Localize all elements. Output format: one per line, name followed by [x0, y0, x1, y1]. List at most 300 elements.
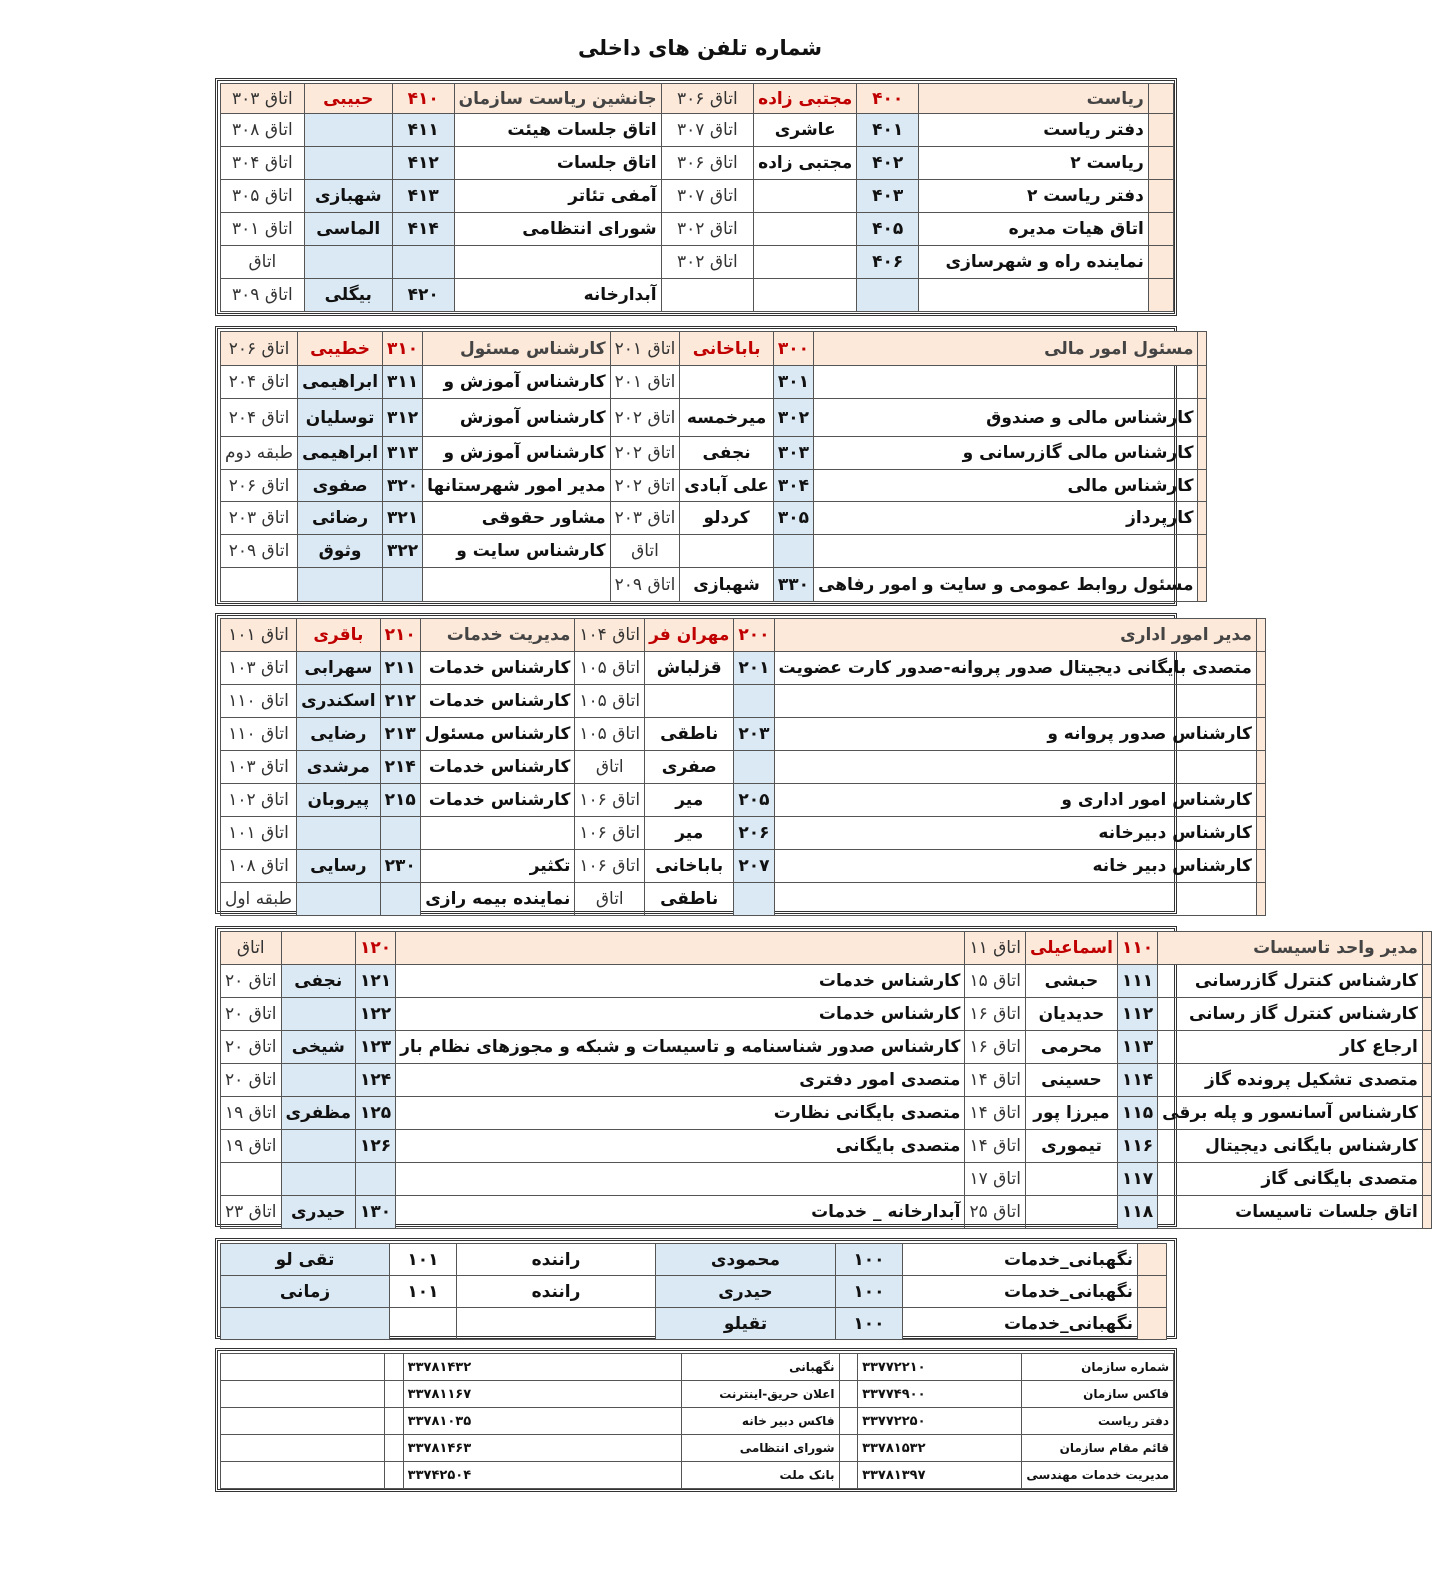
- room-label: اتاق ۱۰۶: [575, 850, 645, 883]
- extension-number: [857, 279, 919, 312]
- person-name: رضایی: [297, 718, 381, 751]
- extension-number: ۱۰۱: [390, 1276, 457, 1308]
- room-label: اتاق ۱۴: [965, 1130, 1026, 1163]
- side-stripe: [1138, 1308, 1167, 1340]
- extension-number: [390, 1308, 457, 1340]
- person-name: حیدری: [656, 1276, 836, 1308]
- spacer-cell: [839, 1408, 858, 1435]
- extension-number: ۱۲۲: [355, 998, 395, 1031]
- side-stripe: [1422, 932, 1431, 965]
- phone-number: ۳۳۷۸۱۴۶۳: [403, 1435, 682, 1462]
- directory-section: [215, 326, 1194, 606]
- side-stripe: [1256, 883, 1265, 916]
- extension-number: ۲۱۲: [380, 685, 420, 718]
- extension-number: ۱۲۵: [355, 1097, 395, 1130]
- room-label: اتاق ۲۰۹: [610, 568, 680, 602]
- guards-table: [220, 1243, 1167, 1340]
- room-label: اتاق: [610, 535, 680, 568]
- person-name: حدیدیان: [1025, 998, 1117, 1031]
- unit-title: دفتر ریاست ۲: [919, 180, 1149, 213]
- unit-title: کارشناس خدمات: [420, 652, 575, 685]
- phone-number: ۳۳۷۸۱۵۳۲: [858, 1435, 1022, 1462]
- empty-cell: [221, 1354, 385, 1381]
- empty-cell: [221, 1381, 385, 1408]
- extension-number: ۲۱۴: [380, 751, 420, 784]
- person-name: تیموری: [1025, 1130, 1117, 1163]
- person-name: حیدری: [281, 1196, 355, 1229]
- table-row: [221, 502, 1207, 535]
- side-stripe: [1256, 850, 1265, 883]
- side-stripe: [1422, 1064, 1431, 1097]
- person-name: میر: [645, 817, 734, 850]
- extension-number: ۱۱۵: [1117, 1097, 1157, 1130]
- extension-number: ۱۱۸: [1117, 1196, 1157, 1229]
- table-row: [221, 998, 1432, 1031]
- unit-title: شورای انتظامی: [454, 213, 661, 246]
- extension-number: ۳۰۵: [773, 502, 813, 535]
- unit-title: متصدی امور دفتری: [396, 1064, 965, 1097]
- room-label: اتاق ۱۴: [965, 1097, 1026, 1130]
- extension-number: [380, 817, 420, 850]
- person-name: قزلباش: [645, 652, 734, 685]
- person-name: [281, 1130, 355, 1163]
- room-label: اتاق: [221, 246, 305, 279]
- room-label: اتاق ۲۰۴: [221, 399, 298, 437]
- table-row: [221, 932, 1432, 965]
- phone-number: ۳۳۷۸۱۳۹۷: [858, 1462, 1022, 1489]
- room-label: [221, 1163, 282, 1196]
- unit-title: نماینده بیمه رازی: [420, 883, 575, 916]
- unit-title: اتاق جلسات تاسیسات: [1158, 1196, 1423, 1229]
- room-label: اتاق ۲۰: [221, 1064, 282, 1097]
- room-label: [221, 568, 298, 602]
- extension-number: ۲۱۳: [380, 718, 420, 751]
- unit-title: کارپرداز: [814, 502, 1198, 535]
- person-name: اسکندری: [297, 685, 381, 718]
- phone-number: ۳۳۷۷۲۲۵۰: [858, 1408, 1022, 1435]
- side-stripe: [1422, 1163, 1431, 1196]
- unit-title: [774, 883, 1256, 916]
- unit-title: کارشناس خدمات: [420, 784, 575, 817]
- directory-table: [220, 331, 1207, 602]
- unit-title: کارشناس آموزش و: [423, 437, 610, 470]
- room-label: اتاق ۲۳: [221, 1196, 282, 1229]
- extension-number: ۴۱۴: [392, 213, 454, 246]
- unit-title: [420, 817, 575, 850]
- unit-title: [919, 279, 1149, 312]
- person-name: ابراهیمی: [298, 366, 383, 399]
- unit-title: نگهبانی_خدمات: [903, 1276, 1138, 1308]
- person-name: صفری: [645, 751, 734, 784]
- person-name: [304, 114, 392, 147]
- table-row: [221, 1276, 1167, 1308]
- person-name: [281, 932, 355, 965]
- phone-number: ۳۳۷۸۱۰۳۵: [403, 1408, 682, 1435]
- unit-title: مدیریت خدمات: [420, 619, 575, 652]
- room-label: اتاق ۲۰: [221, 1031, 282, 1064]
- unit-title: کارشناس مالی و صندوق: [814, 399, 1198, 437]
- person-name: عاشری: [754, 114, 857, 147]
- spacer-cell: [385, 1354, 404, 1381]
- person-name: ناطقی: [645, 718, 734, 751]
- extension-number: ۴۰۰: [857, 84, 919, 114]
- room-label: اتاق ۱۰۳: [221, 751, 297, 784]
- room-label: اتاق ۲۰۱: [610, 366, 680, 399]
- unit-title: تکثیر: [420, 850, 575, 883]
- person-name: میرزا پور: [1025, 1097, 1117, 1130]
- side-stripe: [1138, 1276, 1167, 1308]
- spacer-cell: [385, 1408, 404, 1435]
- side-stripe: [1256, 619, 1265, 652]
- unit-title: [454, 246, 661, 279]
- unit-title: کارشناس مالی: [814, 470, 1198, 502]
- table-row: [221, 180, 1174, 213]
- phone-label: فاکس دبیر خانه: [682, 1408, 839, 1435]
- extension-number: [734, 685, 774, 718]
- spacer-cell: [385, 1435, 404, 1462]
- unit-title: کارشناس مسئول: [423, 332, 610, 366]
- extension-number: ۳۱۲: [383, 399, 423, 437]
- extension-number: ۱۱۲: [1117, 998, 1157, 1031]
- empty-cell: [221, 1435, 385, 1462]
- room-label: اتاق ۲۰: [221, 965, 282, 998]
- unit-title: اتاق جلسات: [454, 147, 661, 180]
- extension-number: ۳۳۰: [773, 568, 813, 602]
- room-label: اتاق ۱۱: [965, 932, 1026, 965]
- room-label: اتاق: [221, 932, 282, 965]
- unit-title: دفتر ریاست: [919, 114, 1149, 147]
- room-label: اتاق ۱۰۸: [221, 850, 297, 883]
- room-label: [661, 279, 754, 312]
- person-name: نجفی: [680, 437, 774, 470]
- table-row: [221, 619, 1266, 652]
- person-name: صفوی: [298, 470, 383, 502]
- spacer-cell: [385, 1381, 404, 1408]
- side-stripe: [1422, 1130, 1431, 1163]
- person-name: علی آبادی: [680, 470, 774, 502]
- table-row: [221, 751, 1266, 784]
- extension-number: ۲۰۶: [734, 817, 774, 850]
- extension-number: ۱۰۱: [390, 1244, 457, 1276]
- extension-number: ۱۱۷: [1117, 1163, 1157, 1196]
- table-row: [221, 568, 1207, 602]
- unit-title: راننده: [457, 1244, 656, 1276]
- phone-number: ۳۳۷۷۴۹۰۰: [858, 1381, 1022, 1408]
- unit-title: [396, 932, 965, 965]
- extension-number: ۳۲۲: [383, 535, 423, 568]
- table-row: [221, 437, 1207, 470]
- table-row: [221, 1097, 1432, 1130]
- extension-number: ۴۲۰: [392, 279, 454, 312]
- person-name: زمانی: [221, 1276, 390, 1308]
- side-stripe: [1256, 817, 1265, 850]
- person-name: ابراهیمی: [298, 437, 383, 470]
- empty-cell: [221, 1408, 385, 1435]
- guards-section: [215, 1238, 1177, 1339]
- person-name: [754, 180, 857, 213]
- table-row: [221, 213, 1174, 246]
- person-name: [754, 213, 857, 246]
- room-label: اتاق ۱۶: [965, 998, 1026, 1031]
- person-name: مظفری: [281, 1097, 355, 1130]
- extension-number: ۳۲۰: [383, 470, 423, 502]
- person-name: باقری: [297, 619, 381, 652]
- room-label: اتاق ۲۰: [221, 998, 282, 1031]
- phone-label: فاکس سازمان: [1022, 1381, 1174, 1408]
- phone-label: نگهبانی: [682, 1354, 839, 1381]
- person-name: میرخمسه: [680, 399, 774, 437]
- room-label: طبقه دوم: [221, 437, 298, 470]
- table-row: [221, 850, 1266, 883]
- person-name: [304, 147, 392, 180]
- room-label: اتاق ۳۰۶: [661, 147, 754, 180]
- side-stripe: [1422, 1196, 1431, 1229]
- directory-section: [215, 926, 1418, 1227]
- person-name: مرشدی: [297, 751, 381, 784]
- spacer-cell: [839, 1435, 858, 1462]
- room-label: اتاق ۱۰۵: [575, 685, 645, 718]
- extension-number: ۳۰۰: [773, 332, 813, 366]
- extension-number: ۲۰۳: [734, 718, 774, 751]
- room-label: اتاق ۱۰۲: [221, 784, 297, 817]
- room-label: اتاق ۲۰۳: [221, 502, 298, 535]
- external-numbers-section: [215, 1348, 1177, 1492]
- unit-title: نگهبانی_خدمات: [903, 1308, 1138, 1340]
- table-row: [221, 1381, 1174, 1408]
- extension-number: [773, 535, 813, 568]
- side-stripe: [1256, 784, 1265, 817]
- room-label: اتاق ۳۰۷: [661, 180, 754, 213]
- person-name: [298, 568, 383, 602]
- extension-number: ۴۱۳: [392, 180, 454, 213]
- person-name: [221, 1308, 390, 1340]
- unit-title: ریاست ۲: [919, 147, 1149, 180]
- unit-title: کارشناس خدمات: [396, 965, 965, 998]
- unit-title: آبدارخانه _ خدمات: [396, 1196, 965, 1229]
- phone-label: دفتر ریاست: [1022, 1408, 1174, 1435]
- extension-number: [392, 246, 454, 279]
- phone-label: مدیریت خدمات مهندسی: [1022, 1462, 1174, 1489]
- room-label: اتاق ۱۹: [221, 1130, 282, 1163]
- room-label: اتاق ۱۰۴: [575, 619, 645, 652]
- table-row: [221, 366, 1207, 399]
- person-name: شهبازی: [680, 568, 774, 602]
- directory-section: [215, 613, 1252, 914]
- empty-cell: [221, 1462, 385, 1489]
- person-name: میر: [645, 784, 734, 817]
- room-label: اتاق ۳۰۶: [661, 84, 754, 114]
- person-name: محمودی: [656, 1244, 836, 1276]
- extension-number: ۴۰۱: [857, 114, 919, 147]
- phone-label: اعلان حریق-اینترنت: [682, 1381, 839, 1408]
- unit-title: آبدارخانه: [454, 279, 661, 312]
- spacer-cell: [385, 1462, 404, 1489]
- unit-title: کارشناس خدمات: [420, 685, 575, 718]
- side-stripe: [1422, 1031, 1431, 1064]
- directory-table: [220, 931, 1432, 1229]
- extension-number: ۲۱۵: [380, 784, 420, 817]
- unit-title: نگهبانی_خدمات: [903, 1244, 1138, 1276]
- side-stripe: [1148, 279, 1173, 312]
- table-row: [221, 84, 1174, 114]
- person-name: حبشی: [1025, 965, 1117, 998]
- room-label: اتاق ۱۰۵: [575, 652, 645, 685]
- table-row: [221, 1435, 1174, 1462]
- table-row: [221, 1462, 1174, 1489]
- unit-title: ریاست: [919, 84, 1149, 114]
- extension-number: ۲۰۱: [734, 652, 774, 685]
- person-name: تقیلو: [656, 1308, 836, 1340]
- table-row: [221, 1408, 1174, 1435]
- unit-title: کارشناس بایگانی دیجیتال: [1158, 1130, 1423, 1163]
- unit-title: مسئول روابط عمومی و سایت و امور رفاهی: [814, 568, 1198, 602]
- unit-title: کارشناس خدمات: [396, 998, 965, 1031]
- extension-number: ۳۰۴: [773, 470, 813, 502]
- room-label: اتاق ۳۰۲: [661, 213, 754, 246]
- side-stripe: [1256, 751, 1265, 784]
- table-row: [221, 1244, 1167, 1276]
- extension-number: ۲۰۵: [734, 784, 774, 817]
- unit-title: [396, 1163, 965, 1196]
- extension-number: ۲۱۰: [380, 619, 420, 652]
- side-stripe: [1422, 965, 1431, 998]
- table-row: [221, 1031, 1432, 1064]
- room-label: اتاق ۱۱۰: [221, 718, 297, 751]
- side-stripe: [1422, 998, 1431, 1031]
- side-stripe: [1148, 246, 1173, 279]
- extension-number: ۱۱۰: [1117, 932, 1157, 965]
- person-name: [281, 1163, 355, 1196]
- side-stripe: [1198, 366, 1207, 399]
- room-label: اتاق ۱۰۱: [221, 817, 297, 850]
- side-stripe: [1198, 568, 1207, 602]
- phone-label: شماره سازمان: [1022, 1354, 1174, 1381]
- table-row: [221, 965, 1432, 998]
- extension-number: [355, 1163, 395, 1196]
- spacer-cell: [839, 1381, 858, 1408]
- unit-title: مدیر امور اداری: [774, 619, 1256, 652]
- person-name: [645, 685, 734, 718]
- room-label: اتاق ۱۴: [965, 1064, 1026, 1097]
- room-label: اتاق: [575, 751, 645, 784]
- unit-title: [814, 366, 1198, 399]
- table-row: [221, 817, 1266, 850]
- phone-label: بانک ملت: [682, 1462, 839, 1489]
- extension-number: ۱۲۱: [355, 965, 395, 998]
- unit-title: [457, 1308, 656, 1340]
- unit-title: کارشناس آموزش: [423, 399, 610, 437]
- person-name: مجتبی زاده: [754, 84, 857, 114]
- side-stripe: [1198, 399, 1207, 437]
- extension-number: [734, 751, 774, 784]
- extension-number: ۴۰۶: [857, 246, 919, 279]
- extension-number: ۴۱۰: [392, 84, 454, 114]
- room-label: اتاق ۳۰۵: [221, 180, 305, 213]
- side-stripe: [1148, 213, 1173, 246]
- directory-table: [220, 618, 1266, 916]
- directory-section: [215, 78, 1177, 316]
- room-label: اتاق ۲۵: [965, 1196, 1026, 1229]
- unit-title: متصدی بایگانی نظارت: [396, 1097, 965, 1130]
- side-stripe: [1198, 502, 1207, 535]
- directory-table: [220, 83, 1174, 312]
- side-stripe: [1198, 332, 1207, 366]
- side-stripe: [1256, 718, 1265, 751]
- room-label: اتاق ۱۰۶: [575, 817, 645, 850]
- table-row: [221, 114, 1174, 147]
- room-label: اتاق ۱۹: [221, 1097, 282, 1130]
- table-row: [221, 399, 1207, 437]
- room-label: اتاق ۱۰۳: [221, 652, 297, 685]
- person-name: باباخانی: [680, 332, 774, 366]
- room-label: اتاق ۱۷: [965, 1163, 1026, 1196]
- room-label: اتاق ۲۰۲: [610, 399, 680, 437]
- person-name: شهبازی: [304, 180, 392, 213]
- room-label: اتاق ۲۰۲: [610, 470, 680, 502]
- unit-title: کارشناس مالی گازرسانی و: [814, 437, 1198, 470]
- phone-label: شورای انتظامی: [682, 1435, 839, 1462]
- unit-title: جانشین ریاست سازمان: [454, 84, 661, 114]
- person-name: رضائی: [298, 502, 383, 535]
- unit-title: آمفی تئاتر: [454, 180, 661, 213]
- room-label: اتاق ۱۵: [965, 965, 1026, 998]
- table-row: [221, 332, 1207, 366]
- person-name: مجتبی زاده: [754, 147, 857, 180]
- table-row: [221, 246, 1174, 279]
- person-name: سهرابی: [297, 652, 381, 685]
- phone-number: ۳۳۷۸۱۱۶۷: [403, 1381, 682, 1408]
- room-label: اتاق ۲۰۱: [610, 332, 680, 366]
- extension-number: ۱۱۳: [1117, 1031, 1157, 1064]
- spacer-cell: [839, 1354, 858, 1381]
- person-name: تقی لو: [221, 1244, 390, 1276]
- side-stripe: [1198, 535, 1207, 568]
- extension-number: ۴۰۲: [857, 147, 919, 180]
- extension-number: ۱۲۳: [355, 1031, 395, 1064]
- room-label: اتاق ۲۰۶: [221, 470, 298, 502]
- room-label: اتاق ۳۰۳: [221, 84, 305, 114]
- table-row: [221, 784, 1266, 817]
- room-label: اتاق ۱۰۶: [575, 784, 645, 817]
- unit-title: کارشناس صدور شناسنامه و تاسیسات و شبکه و مجوزهای نظام بار: [396, 1031, 965, 1064]
- extension-number: ۳۱۰: [383, 332, 423, 366]
- unit-title: کارشناس دبیرخانه: [774, 817, 1256, 850]
- person-name: نجفی: [281, 965, 355, 998]
- table-row: [221, 685, 1266, 718]
- unit-title: نماینده راه و شهرسازی: [919, 246, 1149, 279]
- table-row: [221, 279, 1174, 312]
- person-name: [680, 366, 774, 399]
- unit-title: مدیر واحد تاسیسات: [1158, 932, 1423, 965]
- person-name: [1025, 1196, 1117, 1229]
- table-row: [221, 1130, 1432, 1163]
- side-stripe: [1256, 685, 1265, 718]
- unit-title: مسئول امور مالی: [814, 332, 1198, 366]
- unit-title: کارشناس کنترل گازرسانی: [1158, 965, 1423, 998]
- person-name: وثوق: [298, 535, 383, 568]
- extension-number: [380, 883, 420, 916]
- unit-title: متصدی بایگانی گاز: [1158, 1163, 1423, 1196]
- person-name: [304, 246, 392, 279]
- person-name: حسینی: [1025, 1064, 1117, 1097]
- unit-title: [814, 535, 1198, 568]
- side-stripe: [1138, 1244, 1167, 1276]
- person-name: [297, 817, 381, 850]
- person-name: اسماعیلی: [1025, 932, 1117, 965]
- extension-number: ۴۰۵: [857, 213, 919, 246]
- table-row: [221, 147, 1174, 180]
- unit-title: [774, 685, 1256, 718]
